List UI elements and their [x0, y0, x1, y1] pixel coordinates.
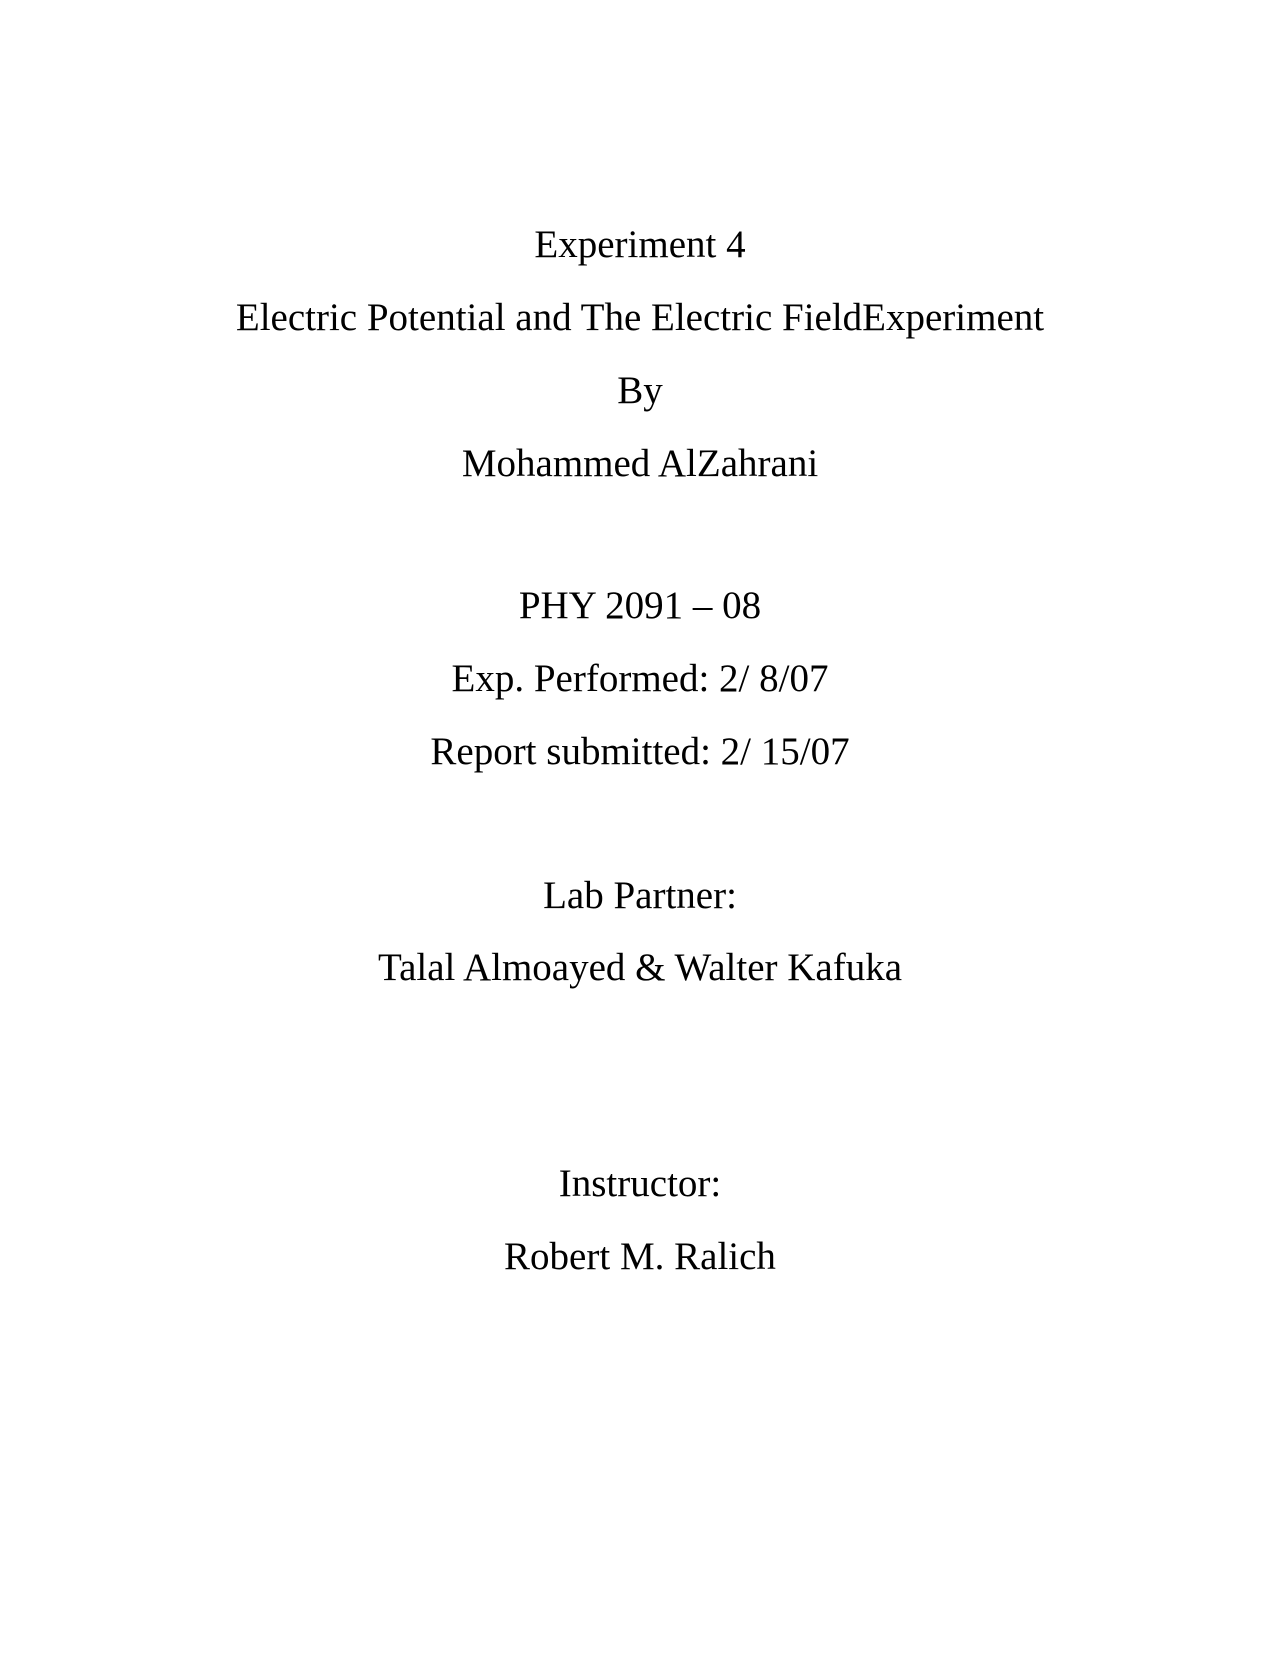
course-code: PHY 2091 – 08	[518, 584, 762, 627]
lab-partner-label: Lab Partner:	[543, 874, 737, 917]
by-label: By	[617, 369, 663, 412]
instructor-label: Instructor:	[558, 1162, 722, 1205]
experiment-number: Experiment 4	[534, 223, 746, 266]
instructor-name: Robert M. Ralich	[504, 1235, 776, 1278]
author-name: Mohammed AlZahrani	[461, 442, 819, 485]
experiment-title: Electric Potential and The Electric FieldExperiment	[235, 296, 1045, 339]
date-submitted: Report submitted: 2/ 15/07	[430, 730, 850, 773]
date-performed: Exp. Performed: 2/ 8/07	[451, 657, 829, 700]
lab-partner-names: Talal Almoayed & Walter Kafuka	[377, 946, 903, 989]
